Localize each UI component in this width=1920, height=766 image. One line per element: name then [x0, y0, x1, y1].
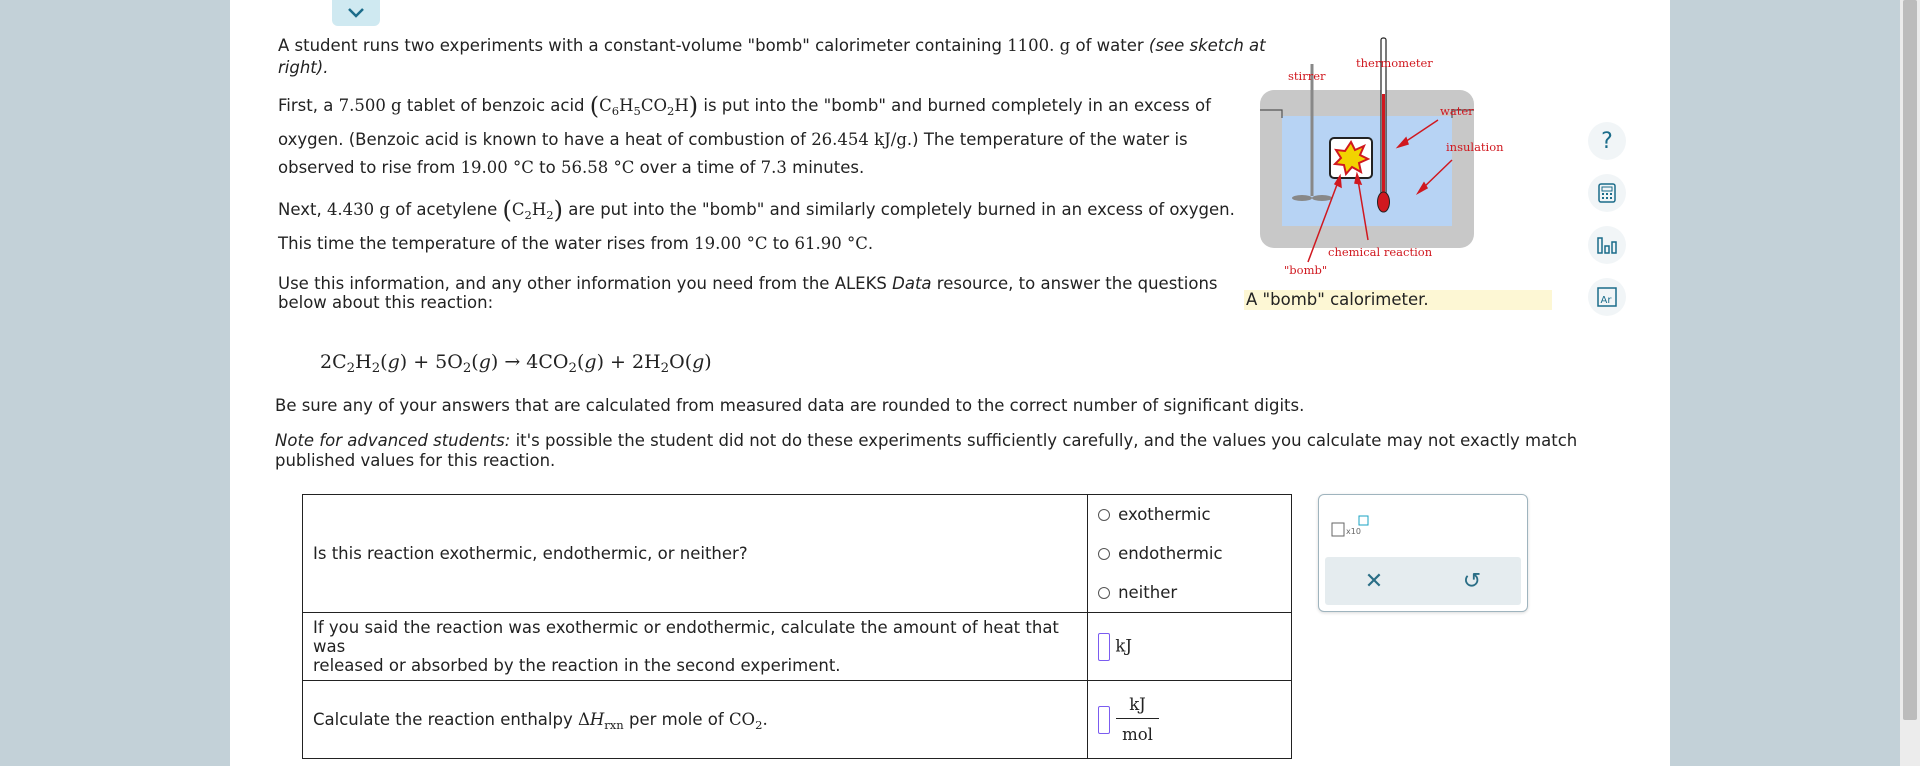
q3-text: Calculate the reaction enthalpy $\Delta H_{rxn}$ per mole of $CO_2$. [303, 681, 1088, 759]
chart-icon [1596, 234, 1618, 256]
reaction-equation: $2C_2H_2(g) + 5O_2(g) \to 4CO_2(g) + 2H_2O(g)$ [320, 351, 712, 376]
calorimeter-diagram [1240, 34, 1540, 284]
periodic-table-icon [1596, 286, 1618, 308]
kj-unit: kJ [1115, 636, 1132, 655]
calculator-icon [1596, 182, 1618, 204]
bomb-label: "bomb" [1284, 263, 1328, 277]
close-icon[interactable]: ✕ [1364, 568, 1384, 594]
scrollbar[interactable] [1900, 0, 1920, 766]
enthalpy-answer-input[interactable] [1098, 706, 1110, 734]
q2-answer [1088, 613, 1292, 681]
q1-options [1088, 495, 1292, 613]
radio-endothermic[interactable]: endothermic [1098, 534, 1281, 573]
calculator-button[interactable] [1588, 174, 1626, 212]
table-row [303, 681, 1292, 759]
sigfig-note: Be sure any of your answers that are calculated from measured data are rounded to the correct number of significant digits. [275, 396, 1305, 415]
q2-text: If you said the reaction was exothermic or endothermic, calculate the amount of heat that was released or absorbed by the reaction in the second experiment. [303, 613, 1088, 681]
toolbox-actions [1325, 557, 1521, 605]
intro-p2: First, a 7.500 g tablet of benzoic acid $(C_6H_5CO_2H)$ is put into the "bomb" and burned completely in an excess of [278, 92, 1211, 120]
main-panel [230, 0, 1670, 766]
help-icon: ? [1601, 128, 1613, 154]
svg-text:Ar: Ar [1600, 295, 1612, 306]
acetylene-formula: $C_2H_2$ [511, 200, 554, 222]
heat-answer-input[interactable] [1098, 633, 1110, 661]
q1-text: Is this reaction exothermic, endothermic, or neither? [303, 495, 1088, 613]
benzoic-acid-formula: $C_6H_5CO_2H$ [599, 96, 689, 118]
help-button[interactable] [1588, 122, 1626, 160]
insulation-label: insulation [1446, 140, 1504, 154]
advanced-note: Note for advanced students: it's possible the student did not do these experiments sufficiently carefully, and the values you calculate may not exactly match [275, 431, 1578, 450]
stirrer-label: stirrer [1288, 69, 1326, 83]
radio-neither[interactable]: neither [1098, 573, 1281, 612]
undo-icon[interactable]: ↺ [1462, 568, 1482, 594]
periodic-table-button[interactable] [1588, 278, 1626, 316]
chevron-down-icon [347, 7, 365, 19]
intro-p1: A student runs two experiments with a constant-volume "bomb" calorimeter containing 1100. g of water (see sketch at [278, 36, 1266, 55]
table-row [303, 613, 1292, 681]
table-row [303, 495, 1292, 613]
radio-exothermic[interactable]: exothermic [1098, 495, 1281, 534]
q3-answer [1088, 681, 1292, 759]
chemical-reaction-label: chemical reaction [1328, 245, 1433, 259]
intro-p3-line2: This time the temperature of the water rises from 19.00 °C to 61.90 °C. [278, 234, 874, 253]
kj-per-mol-unit: kJ mol [1116, 695, 1159, 744]
scientific-notation-button[interactable]: x10 [1331, 515, 1371, 543]
intro-p1-cont: right). [278, 58, 329, 77]
intro-p2-line2: oxygen. (Benzoic acid is known to have a heat of combustion of 26.454 kJ/g.) The temperature of the water is [278, 130, 1188, 149]
intro-p4-line2: below about this reaction: [278, 293, 494, 312]
water-label: water [1440, 104, 1474, 118]
advanced-note-line2: published values for this reaction. [275, 451, 556, 470]
side-toolbar [1588, 122, 1626, 330]
collapse-toggle[interactable] [332, 0, 380, 26]
chart-button[interactable] [1588, 226, 1626, 264]
answer-toolbox [1318, 494, 1528, 612]
diagram-caption: A "bomb" calorimeter. [1244, 290, 1552, 310]
intro-p4: Use this information, and any other information you need from the ALEKS Data resource, to answer the questions [278, 274, 1218, 293]
question-table [302, 494, 1292, 759]
intro-p3: Next, 4.430 g of acetylene $(C_2H_2)$ are put into the "bomb" and similarly completely burned in an excess of oxygen. [278, 196, 1235, 224]
intro-p2-line3: observed to rise from 19.00 °C to 56.58 °C over a time of 7.3 minutes. [278, 158, 865, 177]
thermometer-label: thermometer [1356, 56, 1433, 70]
